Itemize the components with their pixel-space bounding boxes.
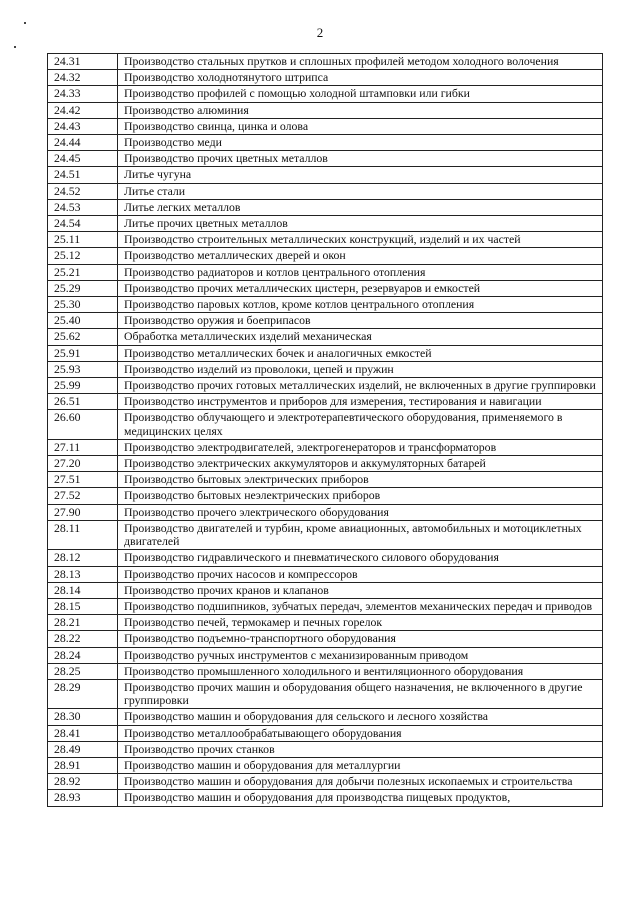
table-row [48,394,603,410]
activity-code: 24.44 [48,135,118,151]
table-row [48,757,603,773]
table-row [48,248,603,264]
activity-code: 28.29 [48,679,118,708]
table-row [48,520,603,549]
table-row [48,313,603,329]
activity-description: Производство облучающего и электротерапевтического оборудования, применяемого в медицинских целях [118,410,603,439]
table-row [48,472,603,488]
activity-code: 25.40 [48,313,118,329]
activity-code: 28.30 [48,709,118,725]
table-row [48,488,603,504]
activity-code: 28.14 [48,582,118,598]
activity-description: Производство электродвигателей, электрогенераторов и трансформаторов [118,439,603,455]
activity-code: 25.21 [48,264,118,280]
activity-description: Литье легких металлов [118,199,603,215]
activity-description: Производство металлических дверей и окон [118,248,603,264]
table-row [48,232,603,248]
activity-description: Производство ручных инструментов с механизированным приводом [118,647,603,663]
activity-codes-table [47,53,603,807]
table-row [48,167,603,183]
activity-description: Производство машин и оборудования для добычи полезных ископаемых и строительства [118,774,603,790]
table-row [48,774,603,790]
activity-description: Производство бытовых неэлектрических приборов [118,488,603,504]
scan-speck [24,22,26,24]
activity-description: Производство прочих машин и оборудования общего назначения, не включенного в другие группировки [118,679,603,708]
table-row [48,378,603,394]
activity-description: Производство холоднотянутого штрипса [118,70,603,86]
activity-code: 24.54 [48,216,118,232]
table-row [48,118,603,134]
table-row [48,504,603,520]
activity-description: Производство прочих насосов и компрессоров [118,566,603,582]
table-row [48,183,603,199]
activity-code: 28.41 [48,725,118,741]
activity-description: Производство профилей с помощью холодной штамповки или гибки [118,86,603,102]
activity-description: Обработка металлических изделий механическая [118,329,603,345]
table-body [48,54,603,807]
activity-description: Производство машин и оборудования для производства пищевых продуктов, [118,790,603,806]
activity-description: Производство инструментов и приборов для измерения, тестирования и навигации [118,394,603,410]
activity-code: 26.60 [48,410,118,439]
table-row [48,647,603,663]
activity-code: 27.52 [48,488,118,504]
activity-code: 28.15 [48,598,118,614]
table-row [48,86,603,102]
activity-code: 28.92 [48,774,118,790]
activity-code: 25.29 [48,280,118,296]
table-row [48,199,603,215]
activity-description: Производство паровых котлов, кроме котлов центрального отопления [118,297,603,313]
activity-code: 24.45 [48,151,118,167]
activity-description: Производство гидравлического и пневматического силового оборудования [118,550,603,566]
activity-description: Производство металлических бочек и аналогичных емкостей [118,345,603,361]
activity-code: 27.20 [48,456,118,472]
activity-description: Производство оружия и боеприпасов [118,313,603,329]
activity-description: Производство машин и оборудования для металлургии [118,757,603,773]
activity-description: Производство печей, термокамер и печных горелок [118,615,603,631]
activity-code: 28.25 [48,663,118,679]
activity-code: 27.90 [48,504,118,520]
activity-description: Литье прочих цветных металлов [118,216,603,232]
activity-code: 27.11 [48,439,118,455]
table-row [48,725,603,741]
table-row [48,102,603,118]
activity-description: Производство бытовых электрических приборов [118,472,603,488]
activity-code: 28.11 [48,520,118,549]
activity-description: Производство стальных прутков и сплошных профилей методом холодного волочения [118,54,603,70]
activity-code: 28.22 [48,631,118,647]
activity-description: Производство машин и оборудования для сельского и лесного хозяйства [118,709,603,725]
table-row [48,631,603,647]
table-row [48,663,603,679]
activity-description: Производство строительных металлических конструкций, изделий и их частей [118,232,603,248]
activity-description: Производство свинца, цинка и олова [118,118,603,134]
table-row [48,615,603,631]
table-row [48,566,603,582]
table-row [48,297,603,313]
table-row [48,598,603,614]
activity-description: Производство подшипников, зубчатых передач, элементов механических передач и приводов [118,598,603,614]
table-row [48,361,603,377]
activity-code: 24.53 [48,199,118,215]
activity-description: Производство подъемно-транспортного оборудования [118,631,603,647]
activity-code: 24.42 [48,102,118,118]
activity-description: Производство меди [118,135,603,151]
activity-code: 25.99 [48,378,118,394]
table-row [48,550,603,566]
table-row [48,679,603,708]
activity-code: 25.30 [48,297,118,313]
table-row [48,264,603,280]
table-row [48,216,603,232]
activity-description: Производство прочих цветных металлов [118,151,603,167]
activity-description: Производство двигателей и турбин, кроме авиационных, автомобильных и мотоциклетных двигателей [118,520,603,549]
activity-code: 28.21 [48,615,118,631]
activity-code: 27.51 [48,472,118,488]
activity-code: 24.32 [48,70,118,86]
activity-code: 28.91 [48,757,118,773]
activity-description: Производство радиаторов и котлов центрального отопления [118,264,603,280]
activity-description: Производство прочих готовых металлических изделий, не включенных в другие группировки [118,378,603,394]
activity-code: 28.12 [48,550,118,566]
activity-description: Производство алюминия [118,102,603,118]
activity-description: Литье чугуна [118,167,603,183]
activity-code: 25.12 [48,248,118,264]
activity-description: Производство изделий из проволоки, цепей и пружин [118,361,603,377]
activity-code: 26.51 [48,394,118,410]
activity-description: Производство прочих станков [118,741,603,757]
table-row [48,582,603,598]
table-row [48,790,603,806]
activity-code: 25.11 [48,232,118,248]
activity-code: 28.93 [48,790,118,806]
activity-code: 25.93 [48,361,118,377]
activity-code: 28.49 [48,741,118,757]
table-row [48,151,603,167]
table-row [48,709,603,725]
activity-code: 28.13 [48,566,118,582]
table-row [48,410,603,439]
activity-description: Производство прочего электрического оборудования [118,504,603,520]
activity-code: 24.31 [48,54,118,70]
activity-description: Производство электрических аккумуляторов и аккумуляторных батарей [118,456,603,472]
activity-code: 25.62 [48,329,118,345]
activity-code: 28.24 [48,647,118,663]
activity-description: Производство прочих металлических цистерн, резервуаров и емкостей [118,280,603,296]
scan-speck [14,46,16,48]
table-row [48,280,603,296]
page-number: 2 [316,25,324,40]
table-row [48,329,603,345]
activity-code: 24.52 [48,183,118,199]
table-row [48,456,603,472]
table-row [48,345,603,361]
table-row [48,741,603,757]
activity-code: 24.43 [48,118,118,134]
activity-code: 25.91 [48,345,118,361]
table-row [48,70,603,86]
activity-code: 24.51 [48,167,118,183]
activity-description: Литье стали [118,183,603,199]
activity-description: Производство прочих кранов и клапанов [118,582,603,598]
table-row [48,54,603,70]
table-row [48,135,603,151]
activity-description: Производство металлообрабатывающего оборудования [118,725,603,741]
table-row [48,439,603,455]
activity-code: 24.33 [48,86,118,102]
activity-description: Производство промышленного холодильного и вентиляционного оборудования [118,663,603,679]
